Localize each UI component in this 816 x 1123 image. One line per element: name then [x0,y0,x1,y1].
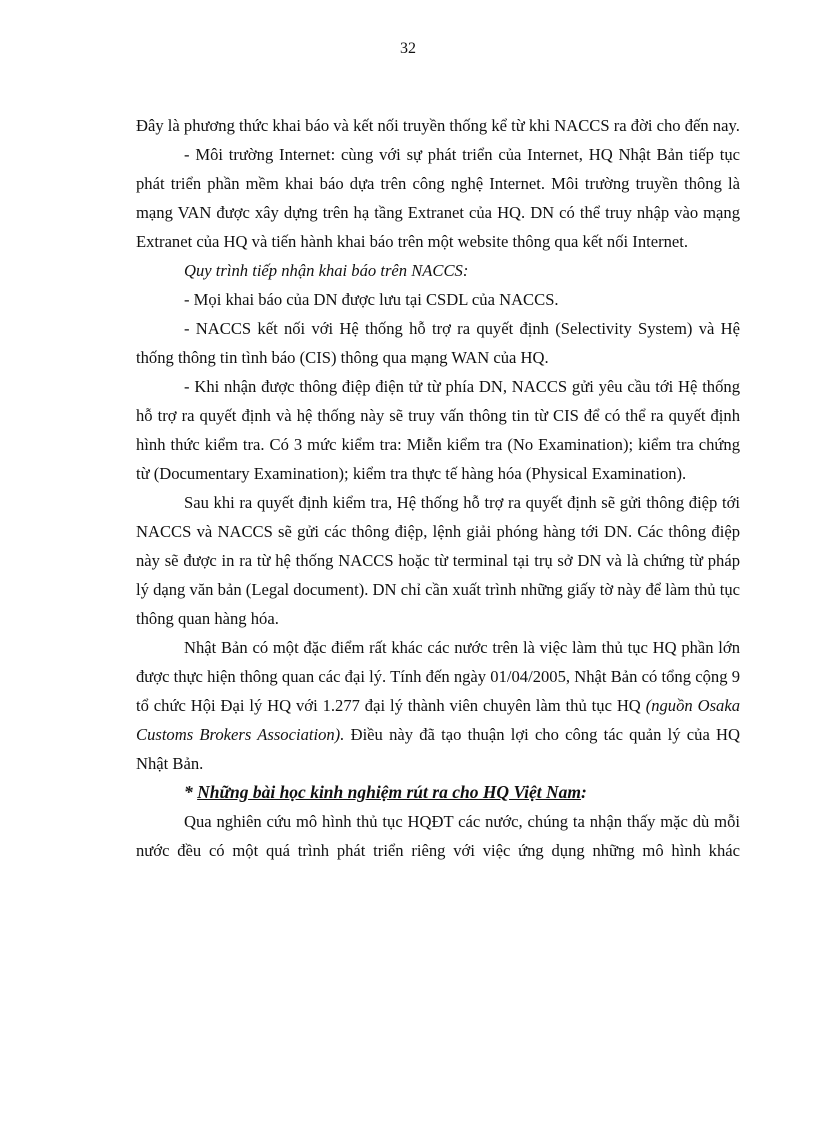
paragraph-research-conclusion: Qua nghiên cứu mô hình thủ tục HQĐT các nước, chúng ta nhận thấy mặc dù mỗi nước đều có một quá trình phát triển riêng với việc ứng dụng những mô hình khác [136,812,740,860]
brokers-source-citation: (nguồn Osaka Customs Brokers Association). [136,696,740,744]
paragraph-internet-environment: - Môi trường Internet: cùng với sự phát triển của Internet, HQ Nhật Bản tiếp tục phát triển phần mềm khai báo dựa trên công nghệ Internet. Môi trường truyền thông là mạng VAN được xây dựng trên hạ tầng Extranet của HQ. DN có thể truy nhập vào mạng Extranet của HQ và tiến hành khai báo trên một website thông qua kết nối Internet. [136,145,740,251]
paragraph-customs-brokers [136,633,740,778]
heading-text: Những bài học kinh nghiệm rút ra cho HQ Việt Nam [197,782,582,802]
paragraph-declaration-storage: - Mọi khai báo của DN được lưu tại CSDL của NACCS. [184,290,559,309]
paragraph-naccs-connection: - NACCS kết nối với Hệ thống hỗ trợ ra quyết định (Selectivity System) và Hệ thống thông tin tình báo (CIS) thông qua mạng WAN của HQ. [136,319,740,367]
page-number: 32 [400,40,416,57]
paragraph-traditional-method: Đây là phương thức khai báo và kết nối truyền thống kể từ khi NACCS ra đời cho đến nay. [136,116,740,135]
paragraph-release-messages: Sau khi ra quyết định kiểm tra, Hệ thống hỗ trợ ra quyết định sẽ gửi thông điệp tới NACCS và NACCS sẽ gửi các thông điệp, lệnh giải phóng hàng tới DN. Các thông điệp này sẽ được in ra từ hệ thống NACCS hoặc từ terminal tại trụ sở DN và là chứng từ pháp lý dạng văn bản (Legal document). DN chỉ cần xuất trình những giấy tờ này để làm thủ tục thông quan hàng hóa. [136,493,740,628]
subheading-naccs-procedure: Quy trình tiếp nhận khai báo trên NACCS: [184,261,469,280]
brokers-text-end: Điều này đã tạo thuận lợi cho công tác quản lý của HQ Nhật Bản. [136,725,740,773]
heading-colon: : [581,782,587,802]
document-body [136,111,740,865]
section-heading-lessons [136,778,740,807]
brokers-text: Nhật Bản có một đặc điểm rất khác các nước trên là việc làm thủ tục HQ phần lớn được thực hiện thông quan các đại lý. Tính đến ngày 01/04/2005, Nhật Bản có tổng cộng 9 tổ chức Hội Đại lý HQ với 1.277 đại lý thành viên chuyên làm thủ tục HQ [136,638,740,715]
paragraph-inspection-levels: - Khi nhận được thông điệp điện tử từ phía DN, NACCS gửi yêu cầu tới Hệ thống hỗ trợ ra quyết định và hệ thống này sẽ truy vấn thông tin từ CIS để có thể ra quyết định hình thức kiểm tra. Có 3 mức kiểm tra: Miễn kiểm tra (No Examination); kiểm tra chứng từ (Documentary Examination); kiểm tra thực tế hàng hóa (Physical Examination). [136,377,740,483]
heading-star: * [184,782,198,802]
